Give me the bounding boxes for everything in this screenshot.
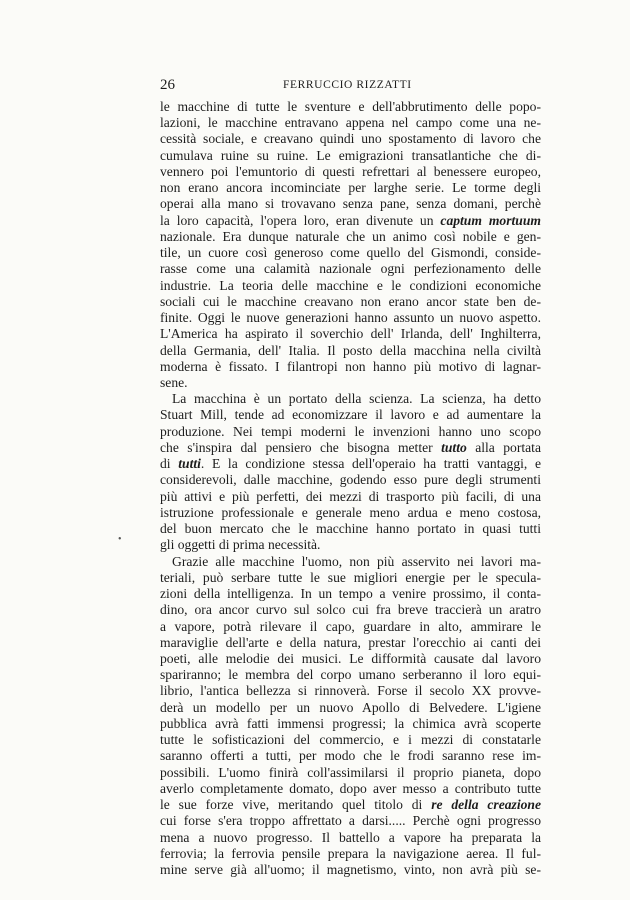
text-line: ferrovia; la ferrovia pensile prepara la navigazione aerea. Il ful- (160, 845, 541, 861)
body-text (160, 99, 541, 878)
text-line: industrie. La teoria delle macchine e le condizioni economiche (160, 277, 541, 293)
italic-emphasis: re della creazione (431, 797, 541, 813)
italic-emphasis: tutto (441, 439, 467, 455)
text-line: possibili. L'uomo finirà coll'assimilarsi il proprio pianeta, dopo (160, 764, 541, 780)
text-line: produzione. Nei tempi moderni le invenzioni hanno uno scopo (160, 423, 541, 439)
text-line: mena a nuovo progresso. Il battello a vapore ha preparata la (160, 829, 541, 845)
text-line: teriali, può serbare tutte le sue migliori energie per le specula- (160, 569, 541, 585)
text-line: dino, ora ancor curvo sul solco cui fra breve traccierà un aratro (160, 602, 541, 618)
text-line: cumulava ruine su ruine. Le emigrazioni transatlantiche che di- (160, 147, 541, 163)
text-run: alla portata (466, 439, 541, 455)
text-line: lazioni, le macchine entravano appena nel campo come una ne- (160, 115, 541, 131)
text-line (160, 213, 541, 229)
text-line: tile, un cuore così generoso come quello del Gismondi, conside- (160, 245, 541, 261)
text-run: di (160, 456, 179, 472)
text-line: poeti, alle melodie dei musici. Le difformità causate dal lavoro (160, 650, 541, 666)
text-line: mine serve già all'uomo; il magnetismo, vinto, non avrà più se- (160, 862, 541, 878)
text-run: che s'inspira dal pensiero che bisogna metter (160, 439, 442, 455)
text-line: sociali cui le macchine creavano non erano ancor state ben de- (160, 293, 541, 309)
text-line: della Germania, dell' Italia. Il posto della macchina nella civiltà (160, 342, 541, 358)
text-line: tutte le sofisticazioni del commercio, e i mezzi di constatarle (160, 732, 541, 748)
text-run: la loro capacità, l'opera loro, eran divenute un (160, 212, 441, 228)
stray-mark: • (118, 534, 122, 545)
text-line: rasse come una calamità nazionale ogni perfezionamento delle (160, 261, 541, 277)
italic-emphasis: tutti (178, 456, 201, 472)
text-line: averlo completamente domato, dopo aver messo a contributo tutte (160, 780, 541, 796)
italic-emphasis: captum mortuum (440, 212, 541, 228)
text-line: più attivi e più perfetti, dei mezzi di trasporto più facili, di una (160, 488, 541, 504)
text-line: librio, l'antica bellezza si rinnoverà. Forse il secolo XX provve- (160, 683, 541, 699)
text-line: saranno offerti a tutti, per modo che le frodi saranno rese im- (160, 748, 541, 764)
text-line: L'America ha aspirato il soverchio dell' Irlanda, dell' Inghilterra, (160, 326, 541, 342)
text-line: le macchine di tutte le sventure e dell'abbrutimento delle popo- (160, 99, 541, 114)
text-line: finite. Oggi le nuove generazioni hanno assunto un nuovo aspetto. (160, 310, 541, 326)
page-number: 26 (160, 77, 175, 93)
text-line: maraviglie dell'arte e della natura, prestar l'orecchio ai canti dei (160, 634, 541, 650)
text-line: Grazie alle macchine l'uomo, non più asservito nei lavori ma- (172, 553, 541, 569)
text-line: spariranno; le membra del corpo umano serberanno il loro equi- (160, 667, 541, 683)
page-header (160, 77, 540, 97)
text-line: non erano ancora incominciate per larghe serie. Le torme degli (160, 180, 541, 196)
text-line (160, 456, 541, 472)
text-line: derà un modello per un nuovo Apollo di Belvedere. L'igiene (160, 699, 541, 715)
text-line: nazionale. Era dunque naturale che un animo così nobile e gen- (160, 228, 541, 244)
text-line: a vapore, potrà rilevare il capo, guardare in alto, ammirare le (160, 618, 541, 634)
text-line (160, 440, 541, 456)
text-line: sene. (160, 374, 188, 390)
text-line: La macchina è un portato della scienza. La scienza, ha detto (172, 391, 541, 407)
text-line: zioni della intelligenza. In un tempo a venire prossimo, il conta- (160, 586, 541, 602)
text-line: Stuart Mill, tende ad economizzare il lavoro e ad aumentare la (160, 407, 541, 423)
text-line: del buon mercato che le macchine hanno portato in quasi tutti (160, 521, 541, 537)
text-line: pubblica avrà fatti immensi progressi; la chimica avrà scoperte (160, 715, 541, 731)
text-line: cessità sociale, e creavano quindi uno spostamento di lavoro che (160, 131, 541, 147)
running-title: FERRUCCIO RIZZATTI (283, 79, 412, 91)
text-line: vennero poi l'emuntorio di questi refrettari al benessere europeo, (160, 163, 541, 179)
text-line (160, 797, 541, 813)
text-line: gli oggetti di prima necessità. (160, 537, 321, 553)
text-line: moderna è fissato. I filantropi non hanno più motivo di lagnar- (160, 358, 541, 374)
text-line: cui forse s'era troppo affrettato a darsi..... Perchè ogni progresso (160, 813, 541, 829)
text-line: considerevoli, dalle macchine, godendo esso pure degli strumenti (160, 472, 541, 488)
text-run: le sue forze vive, meritando quel titolo di (160, 797, 432, 813)
text-run: . E la condizione stessa dell'operaio ha tratti vantaggi, e (200, 456, 541, 472)
text-line: istruzione professionale e generale meno ardua e meno costosa, (160, 504, 541, 520)
text-line: operai alla mano si trovavano senza pane, senza domani, perchè (160, 196, 541, 212)
